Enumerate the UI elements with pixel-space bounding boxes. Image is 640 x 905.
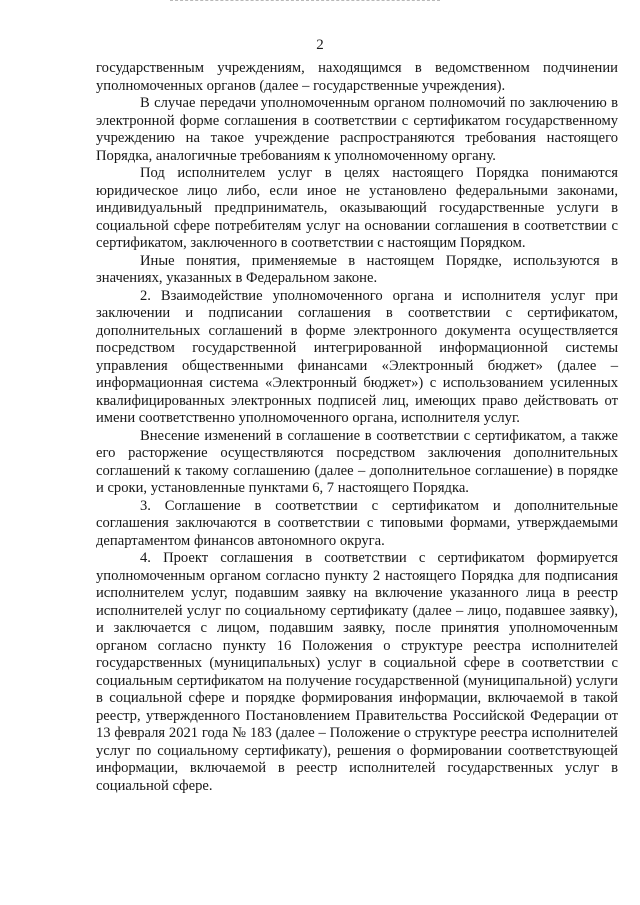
paragraph-clause-3: 3. Соглашение в соответствии с сертификатом и дополнительные соглашения заключаются в соответствии с типовыми формами, утверждаемыми департаментом финансов автономного округа. xyxy=(96,497,618,549)
paragraph-amendments: Внесение изменений в соглашение в соответствии с сертификатом, а также его расторжение осуществляются посредством заключения дополнительных соглашений к такому соглашению (далее – дополнительное соглашение) в порядке и сроки, установленные пунктами 6, 7 настоящего Порядка. xyxy=(96,427,618,496)
paragraph-clause-4: 4. Проект соглашения в соответствии с сертификатом формируется уполномоченным органом согласно пункту 2 настоящего Порядка для подписания исполнителем услуг, подавшим заявку на включение указанного лица в реестр исполнителей услуг по социальному сертификату (далее – лицо, подавшее заявку), и заключается с лицом, подавшим заявку, после принятия уполномоченным органом согласно пункту 16 Положения о структуре реестра исполнителей государственных (муниципальных) услуг в социальной сфере в соответствии с социальным сертификатом на получение государственной (муниципальной) услуги в социальной сфере и порядке формирования информации, включаемой в такой реестр, утвержденного Постановлением Правительства Российской Федерации от 13 февраля 2021 года № 183 (далее – Положение о структуре реестра исполнителей услуг по социальному сертификату), решения о формировании соответствующей информации, включаемой в реестр исполнителей государственных услуг в социальной сфере. xyxy=(96,550,618,794)
document-body xyxy=(96,60,618,795)
paragraph-clause-2: 2. Взаимодействие уполномоченного органа и исполнителя услуг при заключении и подписании соглашения в соответствии с сертификатом, дополнительных соглашений в форме электронного документа осуществляется посредством государственной интегрированной информационной системы управления общественными финансами «Электронный бюджет» (далее – информационная система «Электронный бюджет») с использованием усиленных квалифицированных электронных подписей лиц, имеющих право действовать от имени соответственно уполномоченного органа, исполнителя услуг. xyxy=(96,287,618,426)
scan-edge-marks xyxy=(170,0,440,4)
paragraph-other-terms: Иные понятия, применяемые в настоящем Порядке, используются в значениях, указанных в Федеральном законе. xyxy=(96,252,618,286)
paragraph-transfer-of-powers: В случае передачи уполномоченным органом полномочий по заключению в электронной форме соглашения в соответствии с сертификатом государственному учреждению на такое учреждение распространяются требования настоящего Порядка, аналогичные требованиям к уполномоченному органу. xyxy=(96,95,618,164)
paragraph-service-provider-definition: Под исполнителем услуг в целях настоящего Порядка понимаются юридическое лицо либо, если иное не установлено федеральными законами, индивидуальный предприниматель, оказывающий государственные услуги в социальной сфере потребителям услуг на основании соглашения в соответствии с сертификатом, заключенного в соответствии с настоящим Порядком. xyxy=(96,165,618,251)
paragraph-continuation: государственным учреждениям, находящимся в ведомственном подчинении уполномоченных органов (далее – государственные учреждения). xyxy=(96,60,618,94)
page-number: 2 xyxy=(316,37,324,53)
